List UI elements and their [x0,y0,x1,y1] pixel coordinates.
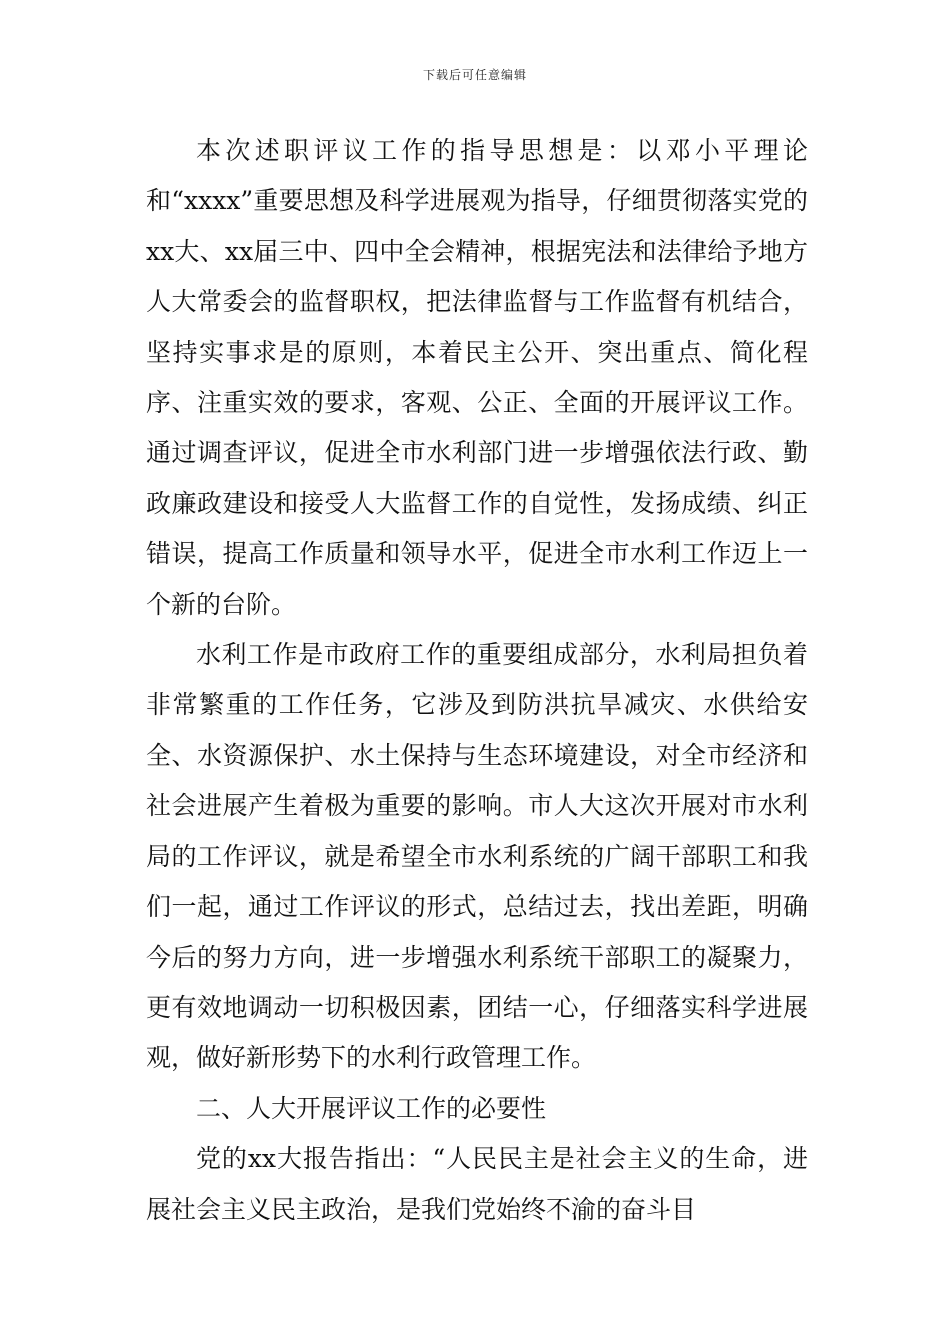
section-heading: 二、人大开展评议工作的必要性 [196,1093,547,1123]
header-note: 下载后可任意编辑 [422,68,527,82]
paragraph-party-report: 党的xx大报告指出：“人民民主是社会主义的生命，进展社会主义民主政治，是我们党始终不渝的奋斗目 [146,1144,808,1224]
document-body [146,126,808,1235]
paragraph-guiding-ideology: 本次述职评议工作的指导思想是：以邓小平理论和“xxxx”重要思想及科学进展观为指导，仔细贯彻落实党的xx大、xx届三中、四中全会精神，根据宪法和法律给予地方人大常委会的监督职权，把法律监督与工作监督有机结合，坚持实事求是的原则，本着民主公开、突出重点、简化程序、注重实效的要求，客观、公正、全面的开展评议工作。通过调查评议，促进全市水利部门进一步增强依法行政、勤政廉政建设和接受人大监督工作的自觉性，发扬成绩、纠正错误，提高工作质量和领导水平，促进全市水利工作迈上一个新的台阶。 [146,136,808,619]
paragraph-water-work: 水利工作是市政府工作的重要组成部分，水利局担负着非常繁重的工作任务，它涉及到防洪抗旱减灾、水供给安全、水资源保护、水土保持与生态环境建设，对全市经济和社会进展产生着极为重要的影响。市人大这次开展对市水利局的工作评议，就是希望全市水利系统的广阔干部职工和我们一起，通过工作评议的形式，总结过去，找出差距，明确今后的努力方向，进一步增强水利系统干部职工的凝聚力，更有效地调动一切积极因素，团结一心，仔细落实科学进展观，做好新形势下的水利行政管理工作。 [146,640,808,1073]
